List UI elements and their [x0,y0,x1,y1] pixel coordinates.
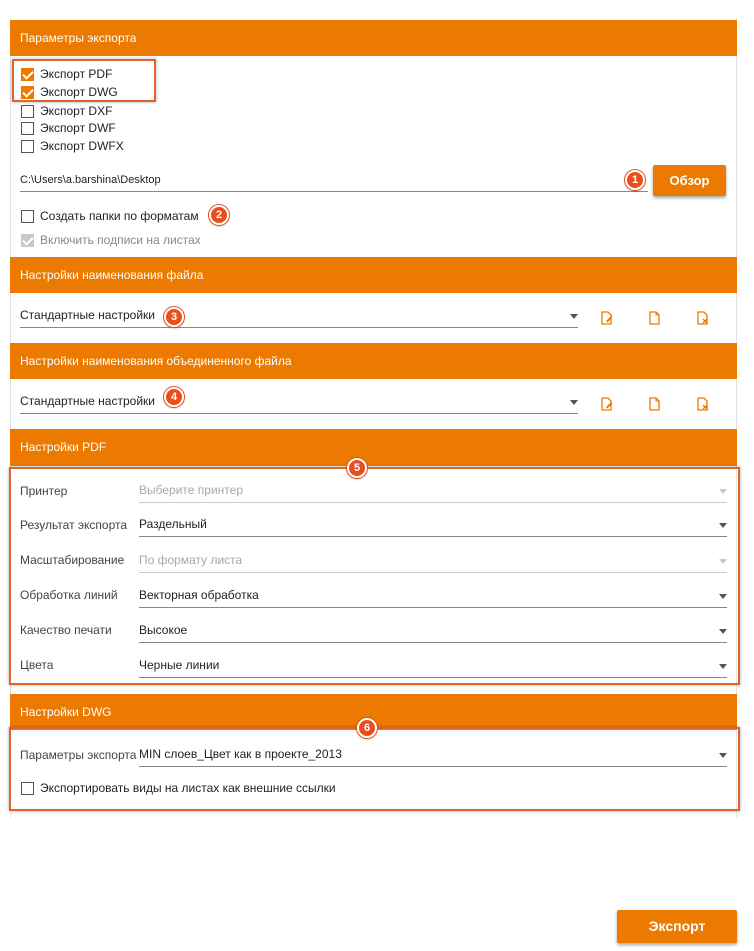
browse-button[interactable]: Обзор [653,165,726,196]
checkbox-include-signatures [21,232,201,248]
pdf-label-result: Результат экспорта [20,518,128,532]
checkbox-export-dwg[interactable] [21,84,118,100]
checkbox-box[interactable] [21,68,34,81]
checkbox-label: Создать папки по форматам [40,209,199,223]
pdf-result-value: Раздельный [139,517,207,531]
badge-5: 5 [347,458,367,478]
chevron-down-icon [719,664,727,669]
dwg-settings-header: Настройки DWG [10,694,737,730]
pdf-lines-select[interactable] [139,588,727,608]
chevron-down-icon [719,559,727,564]
pdf-label-lines: Обработка линий [20,588,118,602]
merged-naming-header: Настройки наименования объединенного файла [10,343,737,379]
new-file-icon[interactable] [649,397,661,411]
badge-3: 3 [164,307,184,327]
chevron-down-icon [570,400,578,405]
checkbox-label: Экспорт DXF [40,104,113,118]
checkbox-box [21,234,34,247]
file-naming-select[interactable] [20,308,578,328]
checkbox-box[interactable] [21,140,34,153]
checkbox-box[interactable] [21,210,34,223]
badge-4: 4 [164,387,184,407]
checkbox-label: Экспорт DWF [40,121,116,135]
export-path-input[interactable] [20,174,648,192]
dwg-params-select[interactable] [139,747,727,767]
file-naming-value: Стандартные настройки [20,308,155,322]
pdf-colors-value: Черные линии [139,658,220,672]
badge-2: 2 [209,205,229,225]
new-file-icon[interactable] [649,311,661,325]
pdf-label-quality: Качество печати [20,623,112,637]
checkbox-label: Включить подписи на листах [40,233,201,247]
file-naming-header: Настройки наименования файла [10,257,737,293]
chevron-down-icon [719,629,727,634]
checkbox-label: Экспорт DWG [40,85,118,99]
pdf-colors-select[interactable] [139,658,727,678]
pdf-scaling-select [139,553,727,573]
chevron-down-icon [719,753,727,758]
pdf-scaling-value: По формату листа [139,553,243,567]
edit-file-icon[interactable] [601,397,613,411]
edit-file-icon[interactable] [601,311,613,325]
delete-file-icon[interactable] [697,397,709,411]
chevron-down-icon [719,594,727,599]
checkbox-external-refs[interactable] [21,780,336,796]
dwg-label-params: Параметры экспорта [20,748,137,762]
pdf-printer-select [139,483,727,503]
merged-naming-value: Стандартные настройки [20,394,155,408]
checkbox-box[interactable] [21,782,34,795]
export-button[interactable]: Экспорт [617,910,737,943]
chevron-down-icon [719,489,727,494]
checkbox-box[interactable] [21,122,34,135]
checkbox-create-folders[interactable] [21,208,199,224]
chevron-down-icon [719,523,727,528]
pdf-settings-header: Настройки PDF [10,429,737,466]
export-params-header: Параметры экспорта [10,20,737,56]
pdf-quality-select[interactable] [139,623,727,643]
delete-file-icon[interactable] [697,311,709,325]
pdf-result-select[interactable] [139,517,727,537]
checkbox-label: Экспорт PDF [40,67,113,81]
pdf-printer-value: Выберите принтер [139,483,243,497]
pdf-label-colors: Цвета [20,658,54,672]
checkbox-export-dwf[interactable] [21,120,116,136]
chevron-down-icon [570,314,578,319]
checkbox-box[interactable] [21,86,34,99]
checkbox-export-pdf[interactable] [21,66,112,82]
dwg-params-value: MIN слоев_Цвет как в проекте_2013 [139,747,342,761]
export-path-value: C:\Users\a.barshina\Desktop [20,174,161,186]
checkbox-box[interactable] [21,105,34,118]
pdf-quality-value: Высокое [139,623,188,637]
checkbox-label: Экспорт DWFX [40,139,124,153]
pdf-label-scaling: Масштабирование [20,553,125,567]
checkbox-label: Экспортировать виды на листах как внешние ссылки [40,781,336,795]
badge-6: 6 [357,718,377,738]
badge-1: 1 [625,170,645,190]
checkbox-export-dxf[interactable] [21,103,112,119]
merged-naming-select[interactable] [20,394,578,414]
checkbox-export-dwfx[interactable] [21,138,124,154]
pdf-label-printer: Принтер [20,484,68,498]
pdf-lines-value: Векторная обработка [139,588,259,602]
